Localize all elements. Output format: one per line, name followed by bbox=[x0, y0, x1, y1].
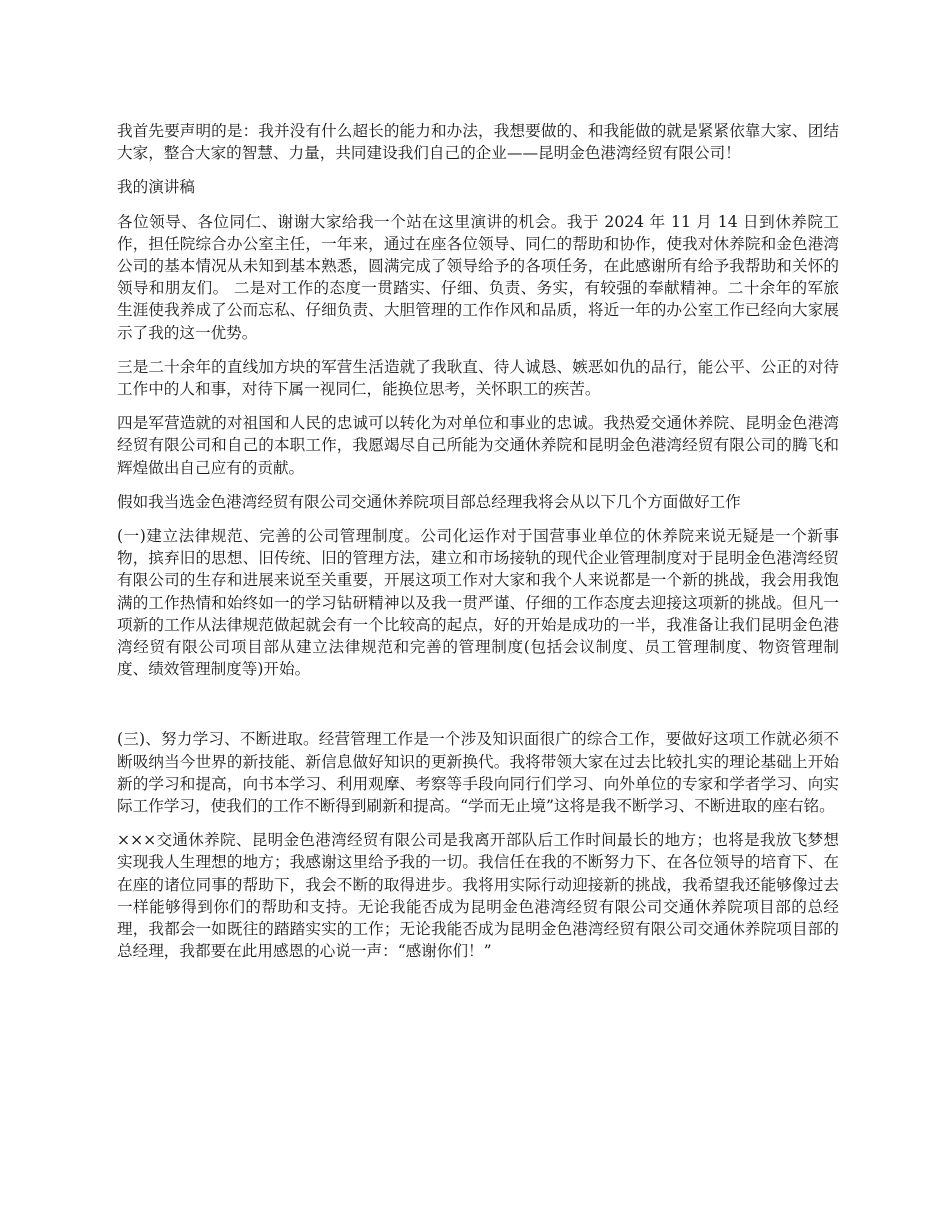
paragraph-plan-intro: 假如我当选金色港湾经贸有限公司交通休养院项目部总经理我将会从以下几个方面做好工作 bbox=[117, 492, 741, 511]
paragraph-plan-one: (一)建立法律规范、完善的公司管理制度。公司化运作对于国营事业单位的休养院来说无疑是一个新事物，摈弃旧的思想、旧传统、旧的管理方法，建立和市场接轨的现代企业管理制度对于昆明金色港湾经贸有限公司的生存和进展来说至关重要，开展这项工作对大家和我个人来说都是一个新的挑战，我会用我饱满的工作热情和始终如一的学习钻研精神以及我一贯严谨、仔细的工作态度去迎接这项新的挑战。但凡一项新的工作从法律规范做起就会有一个比较高的起点，好的开始是成功的一半，我准备让我们昆明金色港湾经贸有限公司项目部从建立法律规范和完善的管理制度(包括会议制度、员工管理制度、物资管理制度、绩效管理制度等)开始。 bbox=[117, 527, 839, 679]
opening-statement: 我首先要声明的是：我并没有什么超长的能力和办法，我想要做的、和我能做的就是紧紧依靠大家、团结大家，整合大家的智慧、力量，共同建设我们自己的企业——昆明金色港湾经贸有限公司！ bbox=[117, 122, 839, 163]
document-body bbox=[117, 120, 839, 975]
paragraph-point-three: 三是二十余年的直线加方块的军营生活造就了我耿直、待人诚恳、嫉恶如仇的品行，能公平、公正的对待工作中的人和事，对待下属一视同仁，能换位思考，关怀职工的疾苦。 bbox=[117, 357, 839, 399]
paragraph-point-four: 四是军营造就的对祖国和人民的忠诚可以转化为对单位和事业的忠诚。我热爱交通休养院、昆明金色港湾经贸有限公司和自己的本职工作，我愿竭尽自己所能为交通休养院和昆明金色港湾经贸有限公司的腾飞和辉煌做出自己应有的贡献。 bbox=[117, 414, 839, 477]
paragraph-plan-three: (三)、努力学习、不断进取。经营管理工作是一个涉及知识面很广的综合工作，要做好这项工作就必须不断吸纳当今世界的新技能、新信息做好知识的更新换代。我将带领大家在过去比较扎实的理论基础上开始新的学习和提高，向书本学习、利用观摩、考察等手段向同行们学习、向外单位的专家和学者学习、向实际工作学习，使我们的工作不断得到刷新和提高。“学而无止境”这将是我不断学习、不断进取的座右铭。 bbox=[117, 730, 839, 816]
speech-title: 我的演讲稿 bbox=[117, 178, 195, 197]
paragraph-introduction: 各位领导、各位同仁、谢谢大家给我一个站在这里演讲的机会。我于 2024 年 11 月 14 日到休养院工作，担任院综合办公室主任，一年来，通过在座各位领导、同仁的帮助和协作，使我对休养院和金色港湾公司的基本情况从未知到基本熟悉，圆满完成了领导给予的各项任务，在此感谢所有给予我帮助和关怀的领导和朋友们。 二是对工作的态度一贯踏实、仔细、负责、务实，有较强的奉献精神。二十余年的军旅生涯使我养成了公而忘私、仔细负责、大胆管理的工作作风和品质，将近一年的办公室工作已经向大家展示了我的这一优势。 bbox=[117, 212, 839, 342]
paragraph-closing: ×××交通休养院、昆明金色港湾经贸有限公司是我离开部队后工作时间最长的地方；也将是我放飞梦想实现我人生理想的地方；我感谢这里给予我的一切。我信任在我的不断努力下、在各位领导的培育下、在在座的诸位同事的帮助下，我会不断的取得进步。我将用实际行动迎接新的挑战，我希望我还能够像过去一样能够得到你们的帮助和支持。无论我能否成为昆明金色港湾经贸有限公司交通休养院项目部的总经理，我都会一如既往的踏踏实实的工作；无论我能否成为昆明金色港湾经贸有限公司交通休养院项目部的总经理，我都要在此用感恩的心说一声：“感谢你们！” bbox=[117, 831, 839, 961]
